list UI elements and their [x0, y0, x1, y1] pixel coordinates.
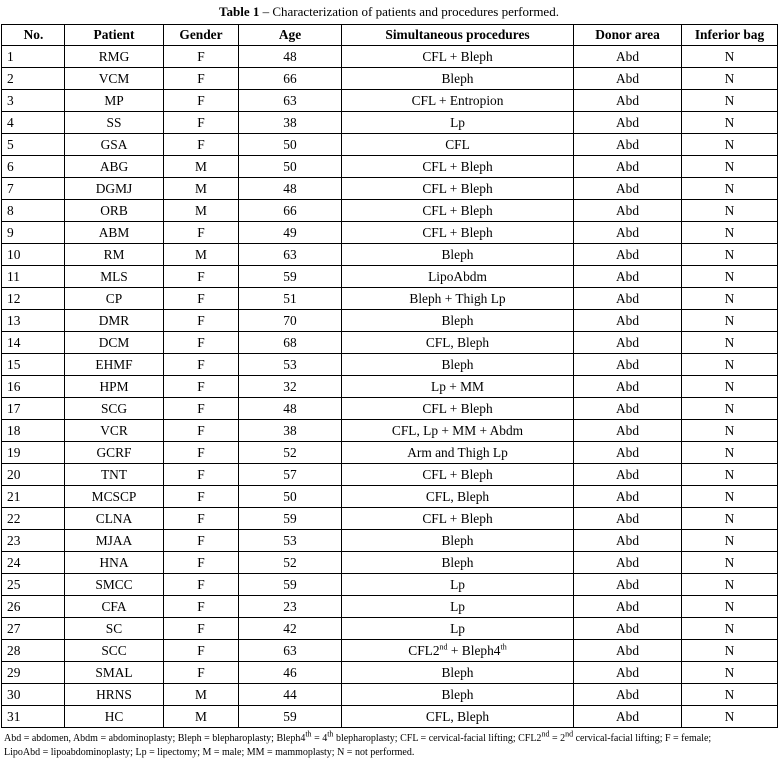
- cell-patient: CP: [65, 288, 164, 310]
- cell-donor-area: Abd: [574, 68, 682, 90]
- cell-patient: SC: [65, 618, 164, 640]
- cell-inferior-bag: N: [682, 574, 778, 596]
- cell-no: 28: [2, 640, 65, 662]
- table-row: [2, 376, 778, 398]
- cell-inferior-bag: N: [682, 706, 778, 728]
- cell-inferior-bag: N: [682, 486, 778, 508]
- cell-inferior-bag: N: [682, 530, 778, 552]
- cell-gender: F: [164, 222, 239, 244]
- table-footnote: [0, 728, 778, 760]
- cell-age: 52: [239, 442, 342, 464]
- cell-procedures: CFL, Bleph: [342, 486, 574, 508]
- cell-no: 17: [2, 398, 65, 420]
- cell-gender: F: [164, 134, 239, 156]
- cell-inferior-bag: N: [682, 46, 778, 68]
- cell-no: 29: [2, 662, 65, 684]
- cell-procedures: Bleph: [342, 662, 574, 684]
- cell-donor-area: Abd: [574, 530, 682, 552]
- cell-age: 50: [239, 134, 342, 156]
- cell-no: 23: [2, 530, 65, 552]
- cell-age: 48: [239, 398, 342, 420]
- cell-donor-area: Abd: [574, 464, 682, 486]
- cell-patient: ABG: [65, 156, 164, 178]
- footnote-text: blepharoplasty; CFL = cervical-facial lifting; CFL2: [333, 733, 542, 744]
- cell-inferior-bag: N: [682, 134, 778, 156]
- cell-gender: F: [164, 332, 239, 354]
- cell-gender: F: [164, 574, 239, 596]
- cell-no: 20: [2, 464, 65, 486]
- table-row: [2, 398, 778, 420]
- cell-gender: M: [164, 706, 239, 728]
- cell-patient: VCR: [65, 420, 164, 442]
- cell-donor-area: Abd: [574, 354, 682, 376]
- cell-inferior-bag: N: [682, 442, 778, 464]
- cell-age: 59: [239, 574, 342, 596]
- cell-no: 31: [2, 706, 65, 728]
- cell-age: 70: [239, 310, 342, 332]
- cell-donor-area: Abd: [574, 662, 682, 684]
- cell-procedures: CFL, Bleph: [342, 706, 574, 728]
- cell-patient: SCG: [65, 398, 164, 420]
- cell-inferior-bag: N: [682, 596, 778, 618]
- header-inferior-bag: Inferior bag: [682, 25, 778, 46]
- cell-gender: F: [164, 618, 239, 640]
- cell-gender: F: [164, 288, 239, 310]
- cell-procedures: Bleph: [342, 68, 574, 90]
- cell-no: 22: [2, 508, 65, 530]
- cell-age: 48: [239, 46, 342, 68]
- cell-patient: CFA: [65, 596, 164, 618]
- cell-no: 27: [2, 618, 65, 640]
- cell-patient: MJAA: [65, 530, 164, 552]
- cell-donor-area: Abd: [574, 310, 682, 332]
- cell-gender: M: [164, 200, 239, 222]
- cell-no: 8: [2, 200, 65, 222]
- cell-gender: M: [164, 684, 239, 706]
- cell-patient: DMR: [65, 310, 164, 332]
- cell-gender: F: [164, 112, 239, 134]
- table-row: [2, 310, 778, 332]
- cell-gender: F: [164, 376, 239, 398]
- cell-patient: HRNS: [65, 684, 164, 706]
- table-row: [2, 706, 778, 728]
- cell-patient: GCRF: [65, 442, 164, 464]
- cell-donor-area: Abd: [574, 706, 682, 728]
- cell-patient: HPM: [65, 376, 164, 398]
- cell-donor-area: Abd: [574, 684, 682, 706]
- cell-inferior-bag: N: [682, 640, 778, 662]
- cell-gender: F: [164, 530, 239, 552]
- cell-age: 51: [239, 288, 342, 310]
- cell-inferior-bag: N: [682, 552, 778, 574]
- cell-procedures: CFL + Bleph: [342, 156, 574, 178]
- cell-patient: DCM: [65, 332, 164, 354]
- cell-gender: F: [164, 508, 239, 530]
- cell-procedures: CFL + Bleph: [342, 200, 574, 222]
- cell-gender: F: [164, 596, 239, 618]
- cell-donor-area: Abd: [574, 508, 682, 530]
- cell-no: 12: [2, 288, 65, 310]
- cell-procedures: Lp: [342, 618, 574, 640]
- table-row: [2, 90, 778, 112]
- cell-age: 52: [239, 552, 342, 574]
- footnote-text: Abd = abdomen, Abdm = abdominoplasty; Bleph = blepharoplasty; Bleph4: [4, 733, 306, 744]
- cell-no: 7: [2, 178, 65, 200]
- footnote-text: cervical-facial lifting; F = female;: [573, 733, 712, 744]
- cell-donor-area: Abd: [574, 200, 682, 222]
- cell-no: 10: [2, 244, 65, 266]
- cell-age: 49: [239, 222, 342, 244]
- cell-gender: M: [164, 178, 239, 200]
- cell-procedures: Lp: [342, 596, 574, 618]
- cell-donor-area: Abd: [574, 398, 682, 420]
- cell-age: 48: [239, 178, 342, 200]
- procedure-text: + Bleph4: [447, 642, 501, 658]
- cell-patient: ORB: [65, 200, 164, 222]
- cell-no: 16: [2, 376, 65, 398]
- table-row: [2, 332, 778, 354]
- cell-donor-area: Abd: [574, 156, 682, 178]
- cell-procedures: CFL + Bleph: [342, 508, 574, 530]
- cell-donor-area: Abd: [574, 112, 682, 134]
- cell-gender: F: [164, 46, 239, 68]
- cell-gender: F: [164, 464, 239, 486]
- cell-no: 5: [2, 134, 65, 156]
- cell-procedures: Bleph: [342, 530, 574, 552]
- cell-procedures: LipoAbdm: [342, 266, 574, 288]
- header-gender: Gender: [164, 25, 239, 46]
- table-row: [2, 464, 778, 486]
- table-row: [2, 200, 778, 222]
- cell-donor-area: Abd: [574, 442, 682, 464]
- cell-patient: TNT: [65, 464, 164, 486]
- cell-age: 59: [239, 706, 342, 728]
- cell-procedures: Lp: [342, 574, 574, 596]
- table-row: [2, 178, 778, 200]
- table-row: [2, 46, 778, 68]
- cell-procedures: CFL, Lp + MM + Abdm: [342, 420, 574, 442]
- cell-procedures: Bleph: [342, 552, 574, 574]
- footnote-text: = 4: [311, 733, 328, 744]
- cell-patient: SMAL: [65, 662, 164, 684]
- cell-procedures: Lp: [342, 112, 574, 134]
- cell-donor-area: Abd: [574, 376, 682, 398]
- cell-inferior-bag: N: [682, 376, 778, 398]
- cell-no: 2: [2, 68, 65, 90]
- table-row: [2, 68, 778, 90]
- cell-patient: SMCC: [65, 574, 164, 596]
- cell-gender: F: [164, 266, 239, 288]
- cell-patient: SS: [65, 112, 164, 134]
- cell-patient: ABM: [65, 222, 164, 244]
- cell-donor-area: Abd: [574, 552, 682, 574]
- header-patient: Patient: [65, 25, 164, 46]
- cell-age: 59: [239, 266, 342, 288]
- cell-procedures: CFL + Bleph: [342, 398, 574, 420]
- cell-inferior-bag: N: [682, 200, 778, 222]
- cell-age: 32: [239, 376, 342, 398]
- cell-procedures: Bleph: [342, 354, 574, 376]
- cell-gender: F: [164, 662, 239, 684]
- cell-procedures: Bleph: [342, 684, 574, 706]
- cell-no: 26: [2, 596, 65, 618]
- cell-no: 14: [2, 332, 65, 354]
- table-caption-text: – Characterization of patients and procedures performed.: [259, 4, 559, 19]
- cell-no: 4: [2, 112, 65, 134]
- cell-age: 53: [239, 530, 342, 552]
- table-row: [2, 112, 778, 134]
- cell-inferior-bag: N: [682, 662, 778, 684]
- cell-inferior-bag: N: [682, 68, 778, 90]
- table-row: [2, 640, 778, 662]
- table-row: [2, 486, 778, 508]
- cell-inferior-bag: N: [682, 156, 778, 178]
- cell-gender: F: [164, 68, 239, 90]
- cell-gender: F: [164, 354, 239, 376]
- cell-inferior-bag: N: [682, 618, 778, 640]
- cell-age: 66: [239, 68, 342, 90]
- cell-inferior-bag: N: [682, 354, 778, 376]
- cell-no: 18: [2, 420, 65, 442]
- procedure-sup: th: [500, 642, 507, 652]
- cell-age: 63: [239, 244, 342, 266]
- cell-no: 3: [2, 90, 65, 112]
- header-age: Age: [239, 25, 342, 46]
- cell-procedures: [342, 640, 574, 662]
- table-caption-label: Table 1: [219, 4, 260, 19]
- cell-donor-area: Abd: [574, 288, 682, 310]
- cell-no: 11: [2, 266, 65, 288]
- table-row: [2, 134, 778, 156]
- cell-donor-area: Abd: [574, 618, 682, 640]
- cell-patient: HNA: [65, 552, 164, 574]
- table-row: [2, 244, 778, 266]
- cell-procedures: CFL, Bleph: [342, 332, 574, 354]
- cell-age: 68: [239, 332, 342, 354]
- cell-patient: MP: [65, 90, 164, 112]
- header-donor-area: Donor area: [574, 25, 682, 46]
- cell-inferior-bag: N: [682, 288, 778, 310]
- cell-procedures: Lp + MM: [342, 376, 574, 398]
- header-no: No.: [2, 25, 65, 46]
- cell-inferior-bag: N: [682, 398, 778, 420]
- cell-gender: F: [164, 398, 239, 420]
- cell-inferior-bag: N: [682, 90, 778, 112]
- cell-inferior-bag: N: [682, 332, 778, 354]
- table-row: [2, 508, 778, 530]
- cell-donor-area: Abd: [574, 486, 682, 508]
- cell-gender: F: [164, 420, 239, 442]
- cell-age: 23: [239, 596, 342, 618]
- cell-no: 1: [2, 46, 65, 68]
- footnote-sup: th: [305, 729, 312, 739]
- cell-age: 46: [239, 662, 342, 684]
- cell-no: 30: [2, 684, 65, 706]
- cell-procedures: Bleph: [342, 310, 574, 332]
- cell-gender: F: [164, 552, 239, 574]
- cell-donor-area: Abd: [574, 222, 682, 244]
- cell-gender: M: [164, 156, 239, 178]
- table-row: [2, 618, 778, 640]
- cell-age: 50: [239, 486, 342, 508]
- table-row: [2, 574, 778, 596]
- cell-no: 19: [2, 442, 65, 464]
- table-row: [2, 442, 778, 464]
- footnote-sup: nd: [565, 729, 574, 739]
- cell-age: 57: [239, 464, 342, 486]
- cell-donor-area: Abd: [574, 178, 682, 200]
- patients-table: [1, 24, 778, 728]
- cell-donor-area: Abd: [574, 266, 682, 288]
- procedure-sup: nd: [439, 642, 448, 652]
- cell-age: 59: [239, 508, 342, 530]
- cell-gender: F: [164, 486, 239, 508]
- cell-donor-area: Abd: [574, 420, 682, 442]
- cell-age: 66: [239, 200, 342, 222]
- cell-no: 13: [2, 310, 65, 332]
- table-body: [2, 46, 778, 728]
- cell-donor-area: Abd: [574, 134, 682, 156]
- cell-no: 15: [2, 354, 65, 376]
- cell-inferior-bag: N: [682, 266, 778, 288]
- table-row: [2, 552, 778, 574]
- cell-age: 50: [239, 156, 342, 178]
- cell-patient: CLNA: [65, 508, 164, 530]
- table-row: [2, 266, 778, 288]
- cell-age: 44: [239, 684, 342, 706]
- cell-procedures: Bleph + Thigh Lp: [342, 288, 574, 310]
- cell-procedures: Arm and Thigh Lp: [342, 442, 574, 464]
- cell-donor-area: Abd: [574, 596, 682, 618]
- cell-gender: F: [164, 90, 239, 112]
- cell-patient: MCSCP: [65, 486, 164, 508]
- cell-donor-area: Abd: [574, 332, 682, 354]
- cell-gender: M: [164, 244, 239, 266]
- cell-inferior-bag: N: [682, 508, 778, 530]
- table-header-row: [2, 25, 778, 46]
- table-row: [2, 596, 778, 618]
- cell-procedures: CFL: [342, 134, 574, 156]
- cell-patient: EHMF: [65, 354, 164, 376]
- cell-no: 25: [2, 574, 65, 596]
- cell-no: 21: [2, 486, 65, 508]
- table-row: [2, 530, 778, 552]
- footnote-text: = 2: [549, 733, 566, 744]
- cell-donor-area: Abd: [574, 46, 682, 68]
- cell-inferior-bag: N: [682, 464, 778, 486]
- cell-inferior-bag: N: [682, 178, 778, 200]
- cell-age: 38: [239, 420, 342, 442]
- table-row: [2, 420, 778, 442]
- cell-patient: VCM: [65, 68, 164, 90]
- cell-patient: DGMJ: [65, 178, 164, 200]
- procedure-text: CFL2: [408, 642, 440, 658]
- cell-age: 53: [239, 354, 342, 376]
- cell-age: 63: [239, 90, 342, 112]
- footnote-line-2: LipoAbd = lipoabdominoplasty; Lp = lipectomy; M = male; MM = mammoplasty; N = not performed.: [4, 747, 415, 758]
- cell-no: 24: [2, 552, 65, 574]
- cell-inferior-bag: N: [682, 684, 778, 706]
- cell-inferior-bag: N: [682, 310, 778, 332]
- table-caption: [0, 0, 778, 24]
- cell-donor-area: Abd: [574, 640, 682, 662]
- cell-donor-area: Abd: [574, 90, 682, 112]
- cell-procedures: CFL + Entropion: [342, 90, 574, 112]
- cell-age: 42: [239, 618, 342, 640]
- cell-no: 9: [2, 222, 65, 244]
- cell-procedures: CFL + Bleph: [342, 46, 574, 68]
- table-row: [2, 684, 778, 706]
- table-row: [2, 156, 778, 178]
- cell-gender: F: [164, 640, 239, 662]
- cell-age: 63: [239, 640, 342, 662]
- cell-procedures: CFL + Bleph: [342, 222, 574, 244]
- table-row: [2, 288, 778, 310]
- cell-patient: HC: [65, 706, 164, 728]
- cell-donor-area: Abd: [574, 574, 682, 596]
- cell-age: 38: [239, 112, 342, 134]
- cell-patient: MLS: [65, 266, 164, 288]
- cell-procedures: CFL + Bleph: [342, 464, 574, 486]
- cell-inferior-bag: N: [682, 244, 778, 266]
- footnote-sup: th: [327, 729, 334, 739]
- cell-inferior-bag: N: [682, 222, 778, 244]
- cell-gender: F: [164, 310, 239, 332]
- cell-procedures: CFL + Bleph: [342, 178, 574, 200]
- table-row: [2, 354, 778, 376]
- cell-inferior-bag: N: [682, 420, 778, 442]
- header-procedures: Simultaneous procedures: [342, 25, 574, 46]
- cell-patient: SCC: [65, 640, 164, 662]
- table-row: [2, 222, 778, 244]
- cell-procedures: Bleph: [342, 244, 574, 266]
- footnote-sup: nd: [541, 729, 550, 739]
- table-row: [2, 662, 778, 684]
- cell-inferior-bag: N: [682, 112, 778, 134]
- cell-patient: GSA: [65, 134, 164, 156]
- cell-donor-area: Abd: [574, 244, 682, 266]
- cell-patient: RMG: [65, 46, 164, 68]
- cell-patient: RM: [65, 244, 164, 266]
- cell-gender: F: [164, 442, 239, 464]
- cell-no: 6: [2, 156, 65, 178]
